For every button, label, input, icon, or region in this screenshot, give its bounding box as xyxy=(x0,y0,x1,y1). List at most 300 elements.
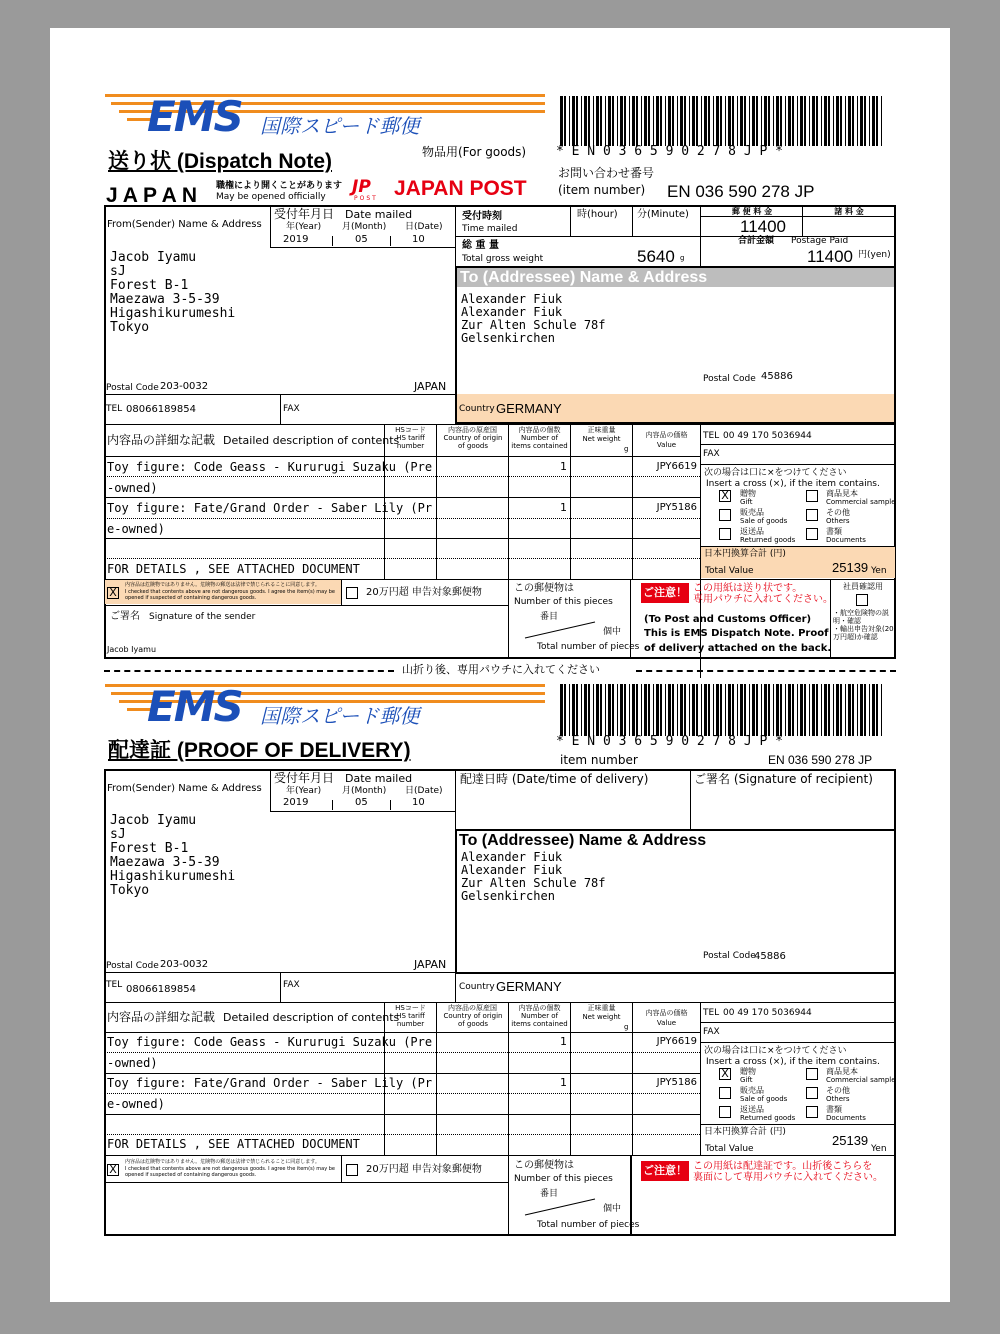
value-en: Value xyxy=(656,441,677,449)
item-2-count-2: 1 xyxy=(560,1076,567,1089)
contents-label-jp: 内容品の詳細な記載 xyxy=(107,433,216,447)
total-value-en: Total Value xyxy=(705,566,754,576)
item-number-label-bottom: item number xyxy=(560,753,638,767)
barcode-bar xyxy=(749,684,750,736)
origin-en-2: Country of origin of goods xyxy=(443,1012,503,1028)
barcode-bar xyxy=(821,96,822,146)
barcode-bar xyxy=(576,684,578,736)
contents-label-en-2: Detailed description of contents xyxy=(223,1011,400,1024)
barcode-bar xyxy=(588,684,590,736)
addressee-postal-label-2: Postal Code xyxy=(703,951,756,961)
item-number-jp: お問い合わせ番号 xyxy=(558,166,655,180)
barcode-bar xyxy=(725,684,726,736)
ems-logo-top xyxy=(105,90,545,140)
documents-jp: 書類 xyxy=(826,527,842,536)
item-2-value-2: JPY5186 xyxy=(656,1077,697,1088)
over200k-checkbox-2[interactable] xyxy=(346,1164,358,1176)
barcode-bar xyxy=(660,96,662,146)
documents-checkbox[interactable] xyxy=(806,528,818,540)
barcode-bar xyxy=(732,684,734,736)
notice-proof-1: この用紙は配達証です。山折後こちらを xyxy=(693,1161,873,1172)
barcode-bar xyxy=(620,684,623,736)
year-label: 年(Year) xyxy=(286,222,322,232)
barcode-bar xyxy=(689,96,690,146)
barcode-bar xyxy=(600,684,602,736)
barcode-bar xyxy=(881,96,882,146)
addressee-country: GERMANY xyxy=(496,401,562,416)
barcode-top xyxy=(558,96,888,146)
category-instruction-en: Insert a cross (×), if the item contains. xyxy=(706,479,880,489)
barcode-bar xyxy=(672,96,674,146)
category-instruction-jp-2: 次の場合は口に×をつけてください xyxy=(704,1046,847,1056)
jp-post-small: POST xyxy=(354,195,378,202)
addressee-header-2: To (Addressee) Name & Address xyxy=(459,832,707,849)
net-weight-jp: 正味重量 xyxy=(587,426,616,434)
net-weight-en-2: Net weight xyxy=(582,1013,621,1021)
barcode-bar xyxy=(752,96,755,146)
sender-country-2: JAPAN xyxy=(414,958,447,971)
returned-jp: 返送品 xyxy=(740,527,764,536)
barcode-bar xyxy=(648,96,650,146)
mail-year-2: 2019 xyxy=(283,797,309,808)
sale-checkbox[interactable] xyxy=(719,509,731,521)
gift-jp-2: 贈物 xyxy=(740,1067,756,1076)
barcode-bar xyxy=(773,684,774,736)
addressee-postal-label: Postal Code xyxy=(703,374,756,384)
value-en-2: Value xyxy=(656,1019,677,1027)
time-mailed-en: Time mailed xyxy=(462,224,518,234)
barcode-bar xyxy=(560,96,563,146)
total-value-jp-2: 日本円換算合計 (円) xyxy=(704,1127,786,1137)
barcode-bar xyxy=(672,684,674,736)
barcode-bar xyxy=(641,96,642,146)
others-jp-2: その他 xyxy=(826,1086,850,1095)
declaration-checkbox[interactable]: X xyxy=(107,587,119,599)
over200k-label-2: 20万円超 申告対象郵便物 xyxy=(366,1164,482,1175)
barcode-bar xyxy=(564,684,566,736)
addressee-tel: 00 49 170 5036944 xyxy=(723,431,812,441)
customs-note-3: of delivery attached on the back. xyxy=(644,643,832,654)
item-1-description-a: Toy figure: Code Geass - Kururugi Suzaku (Pre xyxy=(107,460,433,474)
barcode-bar xyxy=(744,96,746,146)
contents-label-jp-2: 内容品の詳細な記載 xyxy=(107,1010,216,1024)
pieces-label-en: Number of this pieces xyxy=(514,597,613,607)
ems-japanese-tagline-bottom: 国際スピード郵便 xyxy=(260,704,420,728)
declaration-checkbox-2[interactable]: X xyxy=(107,1164,119,1176)
ems-logo-bottom xyxy=(105,680,545,730)
barcode-bar xyxy=(692,96,695,146)
pieces-of-jp-2: 個中 xyxy=(603,1204,622,1214)
others-en-2: Others xyxy=(826,1095,850,1103)
barcode-bar xyxy=(704,684,707,736)
barcode-bar xyxy=(780,684,782,736)
documents-en: Documents xyxy=(826,536,866,544)
returned-jp-2: 返送品 xyxy=(740,1105,764,1114)
barcode-bar xyxy=(720,684,722,736)
recipient-signature-label: ご署名 (Signature of recipient) xyxy=(694,772,873,786)
barcode-bar xyxy=(768,684,770,736)
item-2-value: JPY5186 xyxy=(656,502,697,513)
sender-signature-en: Signature of the sender xyxy=(149,612,256,622)
customs-note-2: This is EMS Dispatch Note. Proof xyxy=(644,628,829,639)
barcode-bar xyxy=(797,96,798,146)
barcode-bar xyxy=(677,684,678,736)
barcode-bar xyxy=(696,96,698,146)
net-weight-unit-2: g xyxy=(624,1023,629,1031)
sender-tel-2: 08066189854 xyxy=(126,984,196,995)
barcode-bar xyxy=(756,684,758,736)
gift-checkbox[interactable]: X xyxy=(719,490,731,502)
barcode-bar xyxy=(641,684,642,736)
barcode-bar xyxy=(840,96,842,146)
sender-postal-label: Postal Code xyxy=(106,383,159,393)
addressee-header: To (Addressee) Name & Address xyxy=(457,268,894,287)
barcode-bottom xyxy=(558,684,888,736)
mail-year: 2019 xyxy=(283,234,309,245)
barcode-bar xyxy=(608,96,611,146)
barcode-bar xyxy=(653,684,654,736)
barcode-bar xyxy=(812,684,815,736)
sender-address: Jacob Iyamu sJ Forest B-1 Maezawa 3-5-39 Higashikurumeshi Tokyo xyxy=(110,250,236,335)
minute-label: 分(Minute) xyxy=(637,209,689,220)
contents-label-en: Detailed description of contents xyxy=(223,434,400,447)
barcode-bar xyxy=(737,96,738,146)
hs-code-en: HS tariff number xyxy=(396,434,425,450)
barcode-bar xyxy=(785,684,786,736)
origin-jp-2: 内容品の原産国 xyxy=(448,1004,497,1012)
barcode-bar xyxy=(800,96,803,146)
documents-checkbox-2[interactable] xyxy=(806,1106,818,1118)
sender-label: From(Sender) Name & Address xyxy=(107,219,262,230)
barcode-bar xyxy=(600,96,602,146)
barcode-bar xyxy=(812,96,815,146)
notice-badge-bottom: ご注意！ xyxy=(641,1161,689,1181)
date-mailed-jp-2: 受付年月日 xyxy=(274,771,335,785)
addressee-tel-label-2: TEL xyxy=(703,1008,720,1018)
barcode-bar xyxy=(860,684,863,736)
gift-jp: 贈物 xyxy=(740,489,756,498)
total-charge-yen: 円(yen) xyxy=(858,250,891,260)
sample-jp: 商品見本 xyxy=(826,489,858,498)
barcode-bar xyxy=(761,96,762,146)
weight-value: 5640 xyxy=(637,247,675,266)
hs-code-jp-2: HSコード xyxy=(395,1004,426,1012)
barcode-bar xyxy=(881,684,882,736)
returned-checkbox-2[interactable] xyxy=(719,1106,731,1118)
barcode-bar xyxy=(629,684,630,736)
date-mailed-en: Date mailed xyxy=(345,208,413,221)
day-label-2: 日(Date) xyxy=(405,786,443,796)
barcode-bar xyxy=(624,96,626,146)
addressee-address-2: Alexander Fiuk Alexander Fiuk Zur Alten Schule 78f Gelsenkirchen xyxy=(461,850,606,903)
returned-en-2: Returned goods xyxy=(740,1114,796,1122)
barcode-bar xyxy=(581,684,582,736)
pieces-total-en: Total number of pieces xyxy=(537,642,640,652)
fold-line xyxy=(104,664,896,676)
pieces-total-en-2: Total number of pieces xyxy=(537,1220,640,1230)
barcode-bar xyxy=(569,96,570,146)
net-weight-jp-2: 正味重量 xyxy=(587,1004,616,1012)
count-en-2: Number of items contained xyxy=(511,1012,568,1028)
barcode-bar xyxy=(704,96,707,146)
barcode-bar xyxy=(617,96,618,146)
barcode-bar xyxy=(696,684,698,736)
item-number-en: (item number) xyxy=(558,183,646,197)
barcode-bar xyxy=(761,684,762,736)
barcode-bar xyxy=(852,684,854,736)
barcode-bar xyxy=(876,96,878,146)
barcode-bar xyxy=(737,684,738,736)
postage-value: 11400 xyxy=(740,217,787,236)
office-checkbox[interactable] xyxy=(856,594,868,606)
barcode-bar xyxy=(636,684,638,736)
postage-label-jp: 郵 便 料 金 xyxy=(731,207,773,216)
opened-officially-jp: 職権により開くことがあります xyxy=(216,181,343,191)
value-jp-2: 内容品の価格 xyxy=(645,1009,688,1017)
sample-en: Commercial sample xyxy=(826,498,896,506)
barcode-bar xyxy=(725,96,726,146)
mail-month: 05 xyxy=(355,234,368,245)
weight-unit: g xyxy=(680,254,685,262)
declaration-jp-2: 内容品は危険物ではありません。危険物の郵送は法律で禁じられることに同意します。 xyxy=(125,1159,320,1165)
item-1-description-b: -owned) xyxy=(107,481,158,495)
others-checkbox-2[interactable] xyxy=(806,1087,818,1099)
barcode-bar xyxy=(752,684,755,736)
day-label: 日(Date) xyxy=(405,222,443,232)
sender-postal-label-2: Postal Code xyxy=(106,961,159,971)
barcode-bar xyxy=(809,96,810,146)
total-value-2: 25139 xyxy=(832,1133,869,1148)
item-1-value: JPY6619 xyxy=(656,461,697,472)
sender-signature-jp: ご署名 xyxy=(110,611,140,622)
declaration-en-2: I checked that contents above are not dangerous goods. I agree the item(s) may be opened if suspected of containing dangerous goods. xyxy=(125,1166,336,1178)
sale-en-2: Sale of goods xyxy=(740,1095,788,1103)
barcode-bar xyxy=(828,96,830,146)
barcode-bar xyxy=(701,684,702,736)
net-weight-unit: g xyxy=(624,445,629,453)
sample-checkbox[interactable] xyxy=(806,490,818,502)
date-mailed-en-2: Date mailed xyxy=(345,772,413,785)
barcode-bar xyxy=(653,96,654,146)
barcode-bar xyxy=(644,96,647,146)
sender-fax-label-2: FAX xyxy=(283,980,300,990)
customs-note-1: (To Post and Customs Officer) xyxy=(644,614,812,625)
month-label-2: 月(Month) xyxy=(342,786,387,796)
total-charge-en: Postage Paid xyxy=(791,236,849,246)
barcode-bar xyxy=(596,684,599,736)
sale-jp: 販売品 xyxy=(740,508,764,517)
pieces-no-jp: 番目 xyxy=(540,612,559,622)
notice-proof-2: 裏面にして専用パウチに入れてください。 xyxy=(693,1172,883,1183)
barcode-bar xyxy=(584,684,587,736)
barcode-bar xyxy=(677,96,678,146)
barcode-text-bottom: * E N 0 3 6 5 9 0 2 7 8 J P * xyxy=(556,734,783,749)
barcode-bar xyxy=(656,684,659,736)
barcode-bar xyxy=(864,684,866,736)
ems-wordmark-bottom: EMS xyxy=(147,682,242,731)
barcode-bar xyxy=(648,684,650,736)
sender-fax-label: FAX xyxy=(283,404,300,414)
barcode-bar xyxy=(788,96,791,146)
barcode-bar xyxy=(792,96,794,146)
notice-dispatch-2: 専用パウチに入れてください。 xyxy=(693,594,833,605)
barcode-bar xyxy=(857,96,858,146)
total-charge-jp: 合計金額 xyxy=(738,236,775,246)
addressee-country-2: GERMANY xyxy=(496,979,562,994)
origin-jp: 内容品の原産国 xyxy=(448,426,497,434)
barcode-bar xyxy=(845,684,846,736)
notice-badge-top: ご注意！ xyxy=(641,583,689,603)
japan-post-text: JAPAN POST xyxy=(394,177,527,200)
mail-month-2: 05 xyxy=(355,797,368,808)
hs-code-en-2: HS tariff number xyxy=(396,1012,425,1028)
barcode-text-top: * E N 0 3 6 5 9 0 2 7 8 J P * xyxy=(556,144,783,159)
returned-en: Returned goods xyxy=(740,536,796,544)
barcode-bar xyxy=(800,684,803,736)
value-jp: 内容品の価格 xyxy=(645,431,688,439)
item-1-description-a-2: Toy figure: Code Geass - Kururugi Suzaku (Pre xyxy=(107,1035,433,1049)
origin-en: Country of origin of goods xyxy=(443,434,503,450)
addressee-tel-label: TEL xyxy=(703,431,720,441)
barcode-bar xyxy=(845,96,846,146)
item-2-description-b-2: e-owned) xyxy=(107,1097,165,1111)
barcode-bar xyxy=(869,96,870,146)
barcode-bar xyxy=(588,96,590,146)
fold-text: 山折り後、専用パウチに入れてください xyxy=(402,663,600,676)
barcode-bar xyxy=(713,96,714,146)
pieces-slash-2 xyxy=(520,1197,600,1217)
pieces-no-jp-2: 番目 xyxy=(540,1189,559,1199)
returned-checkbox[interactable] xyxy=(719,528,731,540)
opened-officially-en: May be opened officially xyxy=(216,192,326,202)
count-jp-2: 内容品の個数 xyxy=(518,1004,561,1012)
addressee-address: Alexander Fiuk Alexander Fiuk Zur Alten Schule 78f Gelsenkirchen xyxy=(461,292,606,345)
pieces-label-en-2: Number of this pieces xyxy=(514,1174,613,1184)
jp-post-mark: JP xyxy=(352,177,371,197)
total-charge-value: 11400 xyxy=(807,247,854,266)
barcode-bar xyxy=(569,684,570,736)
total-value-jp: 日本円換算合計 (円) xyxy=(704,549,786,559)
barcode-bar xyxy=(605,96,606,146)
barcode-bar xyxy=(560,684,563,736)
over200k-label: 20万円超 申告対象郵便物 xyxy=(366,587,482,598)
barcode-bar xyxy=(768,96,770,146)
details-note-2: FOR DETAILS , SEE ATTACHED DOCUMENT xyxy=(107,1137,360,1151)
total-value-yen: Yen xyxy=(871,566,887,576)
sender-postal-2: 203-0032 xyxy=(160,959,209,970)
barcode-bar xyxy=(680,684,683,736)
item-2-description-a-2: Toy figure: Fate/Grand Order - Saber Lily (Pr xyxy=(107,1076,433,1090)
origin-country: J A P A N xyxy=(106,184,198,207)
office-label: 社員確認用 xyxy=(843,582,883,591)
addressee-country-label-2: Country xyxy=(459,982,495,992)
barcode-bar xyxy=(816,96,818,146)
barcode-bar xyxy=(612,96,614,146)
barcode-bar xyxy=(816,684,818,736)
barcode-bar xyxy=(596,96,599,146)
barcode-bar xyxy=(713,684,714,736)
barcode-bar xyxy=(632,96,635,146)
barcode-bar xyxy=(809,684,810,736)
sample-jp-2: 商品見本 xyxy=(826,1067,858,1076)
barcode-bar xyxy=(656,96,659,146)
barcode-bar xyxy=(572,96,575,146)
barcode-bar xyxy=(869,684,870,736)
misc-charge-label-jp: 諸 料 金 xyxy=(834,207,864,216)
pieces-label-jp: この郵便物は xyxy=(514,583,574,594)
sample-en-2: Commercial sample xyxy=(826,1076,896,1084)
sale-checkbox-2[interactable] xyxy=(719,1087,731,1099)
barcode-bar xyxy=(857,684,858,736)
sender-signature: Jacob Iyamu xyxy=(107,645,157,654)
barcode-bar xyxy=(848,96,851,146)
barcode-bar xyxy=(792,684,794,736)
sender-tel-label-2: TEL xyxy=(106,980,123,990)
sale-jp-2: 販売品 xyxy=(740,1086,764,1095)
barcode-bar xyxy=(572,684,575,736)
barcode-bar xyxy=(593,684,594,736)
barcode-bar xyxy=(860,96,863,146)
barcode-bar xyxy=(668,684,671,736)
over200k-checkbox[interactable] xyxy=(346,587,358,599)
japan-post-logo xyxy=(350,177,545,205)
sender-country: JAPAN xyxy=(414,380,447,393)
others-checkbox[interactable] xyxy=(806,509,818,521)
barcode-bar xyxy=(756,96,758,146)
barcode-bar xyxy=(584,96,587,146)
barcode-bar xyxy=(716,684,719,736)
barcode-bar xyxy=(840,684,842,736)
gift-checkbox-2[interactable]: X xyxy=(719,1068,731,1080)
pieces-label-jp-2: この郵便物は xyxy=(514,1160,574,1171)
barcode-bar xyxy=(824,684,827,736)
total-value: 25139 xyxy=(832,560,869,575)
date-mailed-jp: 受付年月日 xyxy=(274,207,335,221)
sender-address-2: Jacob Iyamu sJ Forest B-1 Maezawa 3-5-39 Higashikurumeshi Tokyo xyxy=(110,813,236,898)
barcode-bar xyxy=(872,684,875,736)
barcode-bar xyxy=(692,684,695,736)
notice-dispatch-1: この用紙は送り状です。 xyxy=(693,583,803,594)
barcode-bar xyxy=(716,96,719,146)
barcode-bar xyxy=(593,96,594,146)
month-label: 月(Month) xyxy=(342,222,387,232)
barcode-bar xyxy=(576,96,578,146)
item-1-description-b-2: -owned) xyxy=(107,1056,158,1070)
documents-jp-2: 書類 xyxy=(826,1105,842,1114)
declaration-en: I checked that contents above are not dangerous goods. I agree the item(s) may be opened if suspected of containing dangerous goods. xyxy=(125,589,336,601)
barcode-bar xyxy=(804,684,806,736)
barcode-bar xyxy=(564,96,566,146)
ems-label-sheet xyxy=(50,28,950,1302)
barcode-graphic xyxy=(558,96,888,146)
sale-en: Sale of goods xyxy=(740,517,788,525)
barcode-bar xyxy=(665,684,666,736)
details-note: FOR DETAILS , SEE ATTACHED DOCUMENT xyxy=(107,562,360,576)
barcode-bar xyxy=(797,684,798,736)
item-2-description-a: Toy figure: Fate/Grand Order - Saber Lily (Pr xyxy=(107,501,433,515)
barcode-bar xyxy=(764,96,767,146)
gift-en: Gift xyxy=(740,498,753,506)
barcode-bar xyxy=(708,96,710,146)
pieces-slash xyxy=(520,620,600,640)
time-mailed-jp: 受付時刻 xyxy=(462,211,502,222)
item-1-value-2: JPY6619 xyxy=(656,1036,697,1047)
barcode-bar xyxy=(624,684,626,736)
barcode-bar xyxy=(773,96,774,146)
documents-en-2: Documents xyxy=(826,1114,866,1122)
sample-checkbox-2[interactable] xyxy=(806,1068,818,1080)
gift-en-2: Gift xyxy=(740,1076,753,1084)
